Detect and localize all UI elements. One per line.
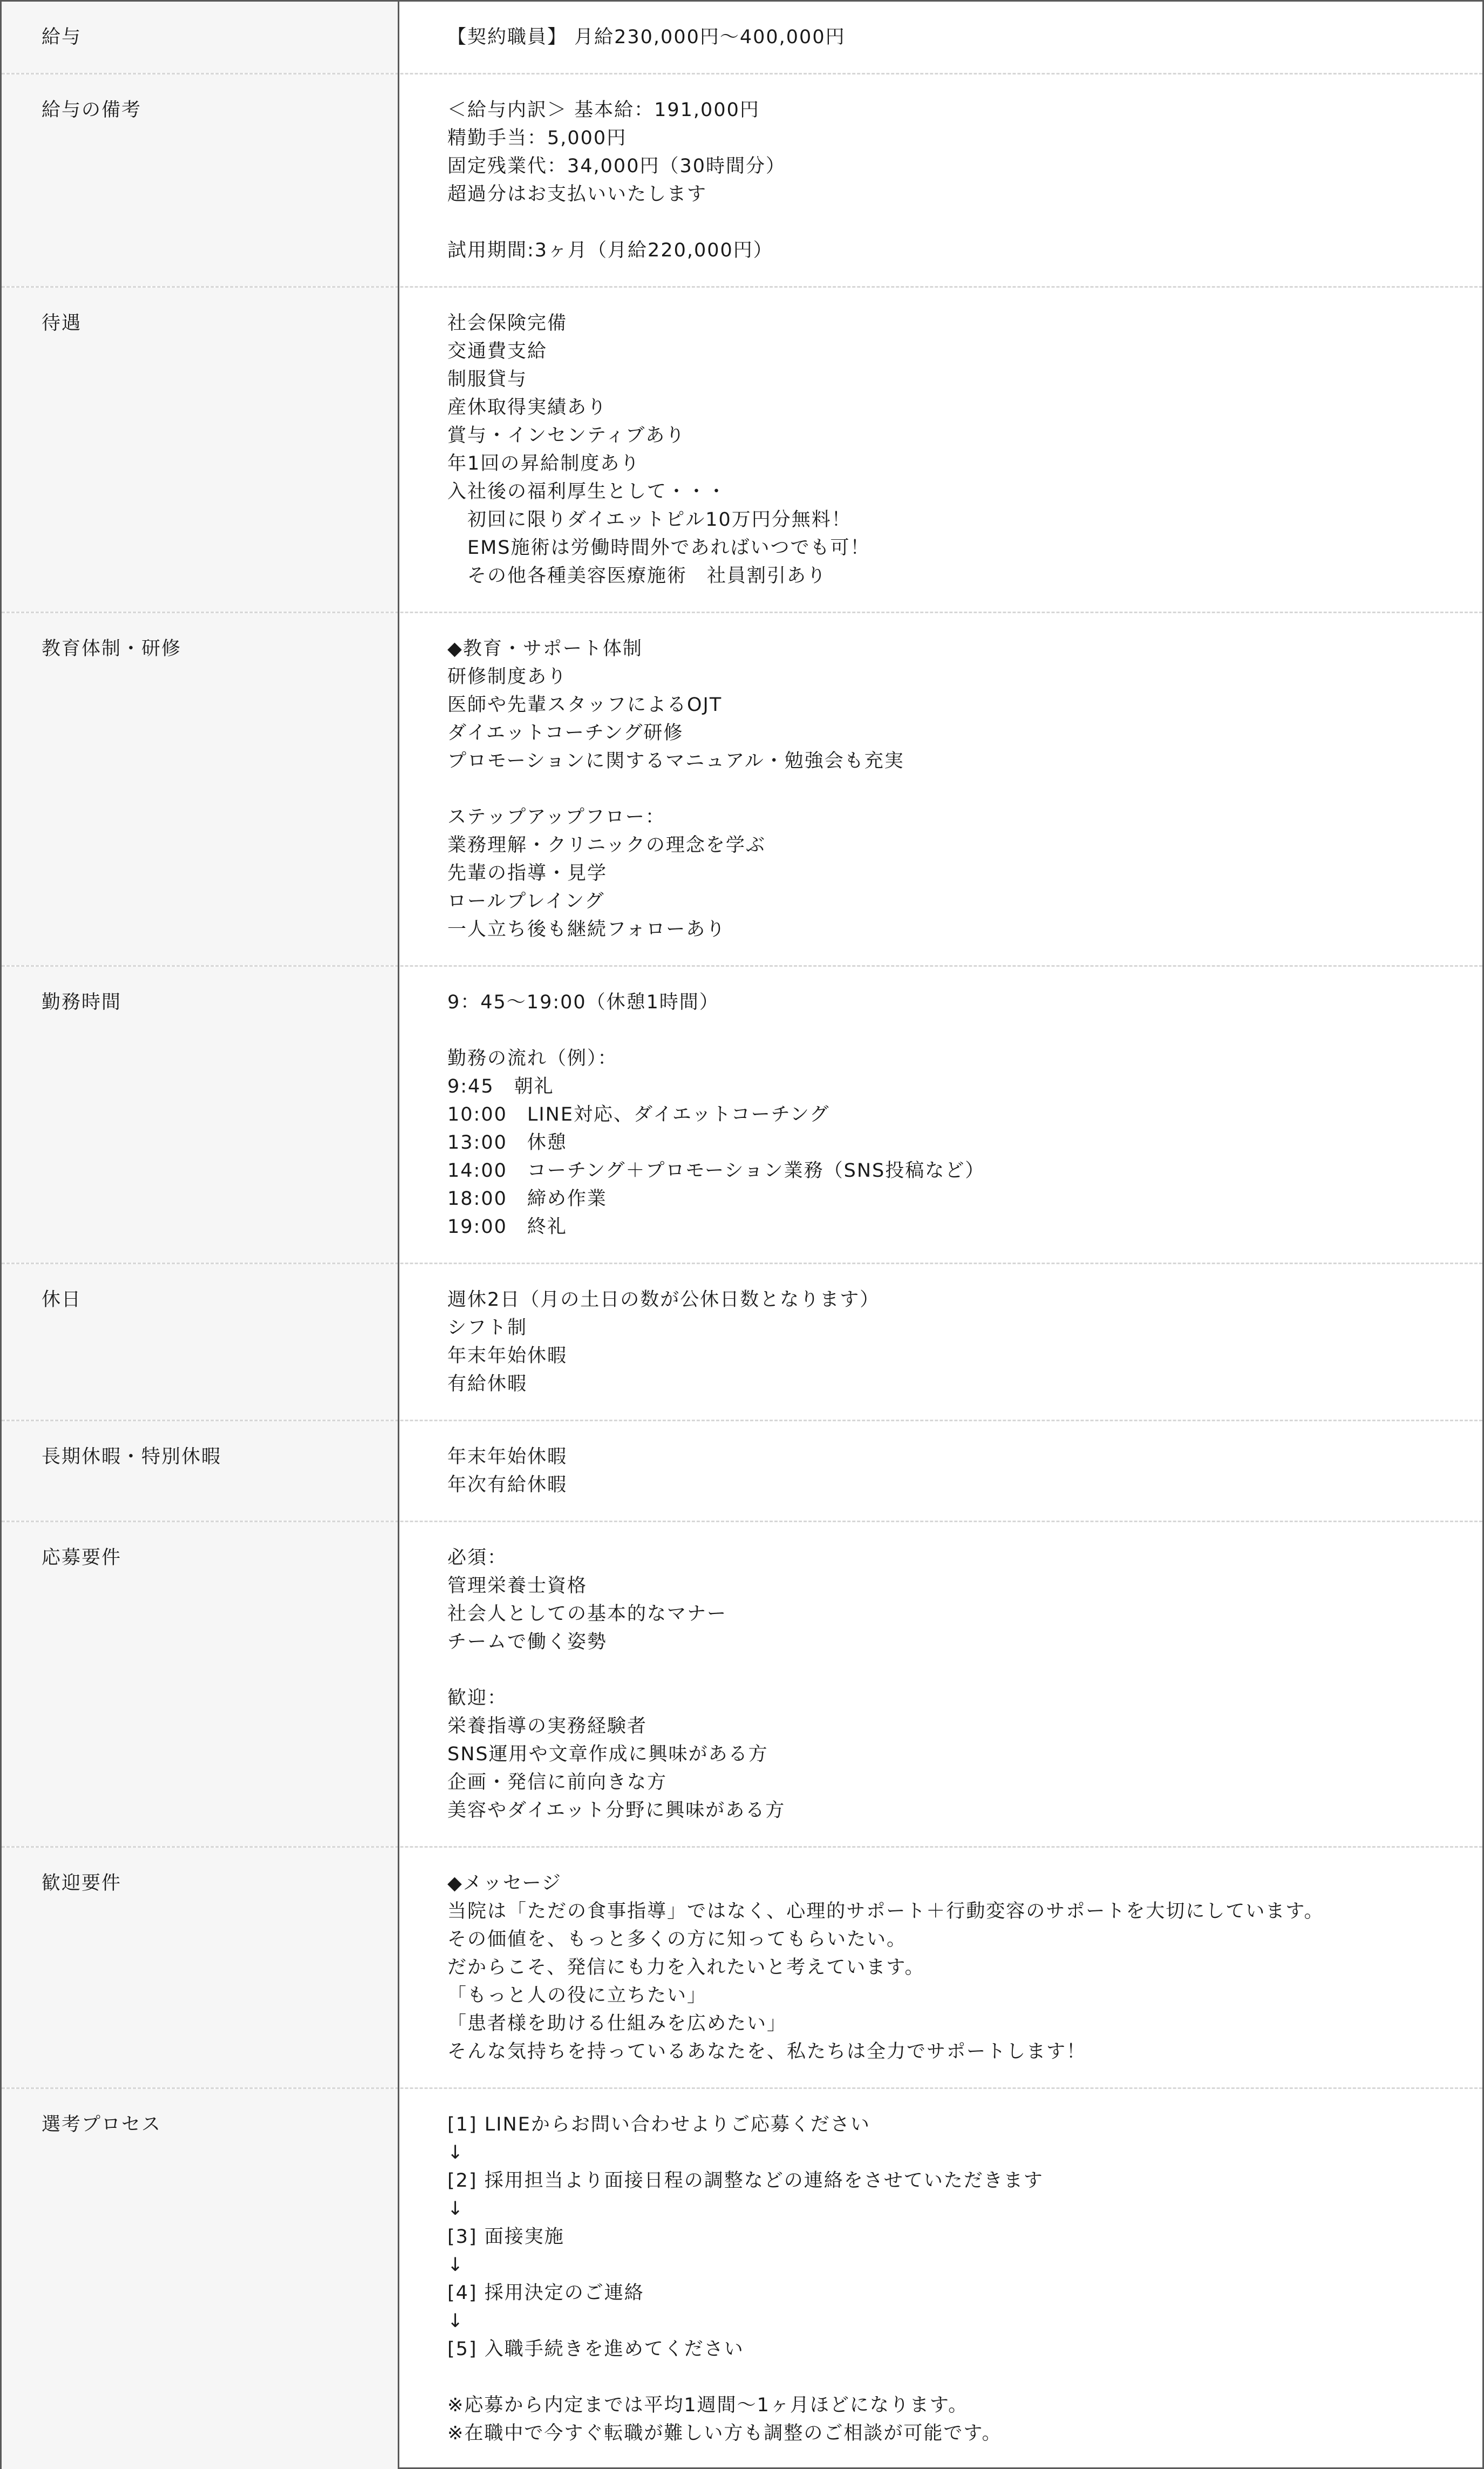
- label-requirements: 応募要件: [2, 1522, 398, 1846]
- label-salary: 給与: [2, 2, 398, 73]
- row-preferred: [2, 1846, 1482, 2087]
- row-selection-process: [2, 2087, 1482, 2469]
- row-benefits: [2, 286, 1482, 612]
- row-training: [2, 612, 1482, 965]
- value-selection-process: [1] LINEからお問い合わせよりご応募ください ↓ [2] 採用担当より面接日程の調整などの連絡をさせていただきます ↓ [3] 面接実施 ↓ [4] 採用決定のご連絡 ↓ [5] 入職手続きを進めてください ※応募から内定までは平均1週間～1ヶ月ほどになります。 ※在職中で今すぐ転職が難しい方も調整のご相談が可能です。: [447, 2114, 1044, 2444]
- label-benefits: 待遇: [2, 288, 398, 612]
- row-salary: [2, 2, 1482, 73]
- value-working-hours: 9：45～19:00（休憩1時間） 勤務の流れ（例）： 9:45 朝礼 10:00 LINE対応、ダイエットコーチング 13:00 休憩 14:00 コーチング＋プロモーション業務（SNS投稿など） 18:00 締め作業 19:00 終礼: [447, 992, 985, 1238]
- label-special-leave: 長期休暇・特別休暇: [2, 1421, 398, 1521]
- row-holidays: [2, 1263, 1482, 1420]
- label-selection-process: 選考プロセス: [2, 2089, 398, 2469]
- label-holidays: 休日: [2, 1264, 398, 1420]
- label-salary-notes: 給与の備考: [2, 74, 398, 286]
- value-salary: 【契約職員】 月給230,000円～400,000円: [447, 26, 846, 48]
- label-working-hours: 勤務時間: [2, 967, 398, 1263]
- value-training: ◆教育・サポート体制 研修制度あり 医師や先輩スタッフによるOJT ダイエットコーチング研修 プロモーションに関するマニュアル・勉強会も充実 ステップアップフロー： 業務理解・クリニックの理念を学ぶ 先輩の指導・見学 ロールプレイング 一人立ち後も継続フォローあり: [447, 638, 904, 940]
- label-preferred: 歓迎要件: [2, 1848, 398, 2087]
- label-training: 教育体制・研修: [2, 613, 398, 965]
- value-special-leave: 年末年始休暇 年次有給休暇: [447, 1446, 568, 1496]
- row-special-leave: [2, 1420, 1482, 1521]
- row-requirements: [2, 1521, 1482, 1846]
- row-working-hours: [2, 965, 1482, 1263]
- value-requirements: 必須： 管理栄養士資格 社会人としての基本的なマナー チームで働く姿勢 歓迎： 栄養指導の実務経験者 SNS運用や文章作成に興味がある方 企画・発信に前向きな方 美容やダイエット分野に興味がある方: [447, 1547, 786, 1821]
- value-salary-notes: ＜給与内訳＞ 基本給：191,000円 精勤手当：5,000円 固定残業代：34,000円（30時間分） 超過分はお支払いいたします 試用期間:3ヶ月（月給220,000円）: [447, 99, 786, 261]
- value-benefits: 社会保険完備 交通費支給 制服貸与 産休取得実績あり 賞与・インセンティブあり 年1回の昇給制度あり 入社後の福利厚生として・・・ 初回に限りダイエットピル10万円分無料！ EMS施術は労働時間外であればいつでも可！ その他各種美容医療施術 社員割引あり: [447, 313, 870, 587]
- row-salary-notes: [2, 73, 1482, 286]
- value-preferred: ◆メッセージ 当院は「ただの食事指導」ではなく、心理的サポート＋行動変容のサポートを大切にしています。 その価値を、もっと多くの方に知ってもらいたい。 だからこそ、発信にも力を入れたいと考えています。 「もっと人の役に立ちたい」 「患者様を助ける仕組みを広めたい」 そんな気持ちを持っているあなたを、私たちは全力でサポートします！: [447, 1873, 1324, 2063]
- value-holidays: 週休2日（月の土日の数が公休日数となります） シフト制 年末年始休暇 有給休暇: [447, 1289, 880, 1395]
